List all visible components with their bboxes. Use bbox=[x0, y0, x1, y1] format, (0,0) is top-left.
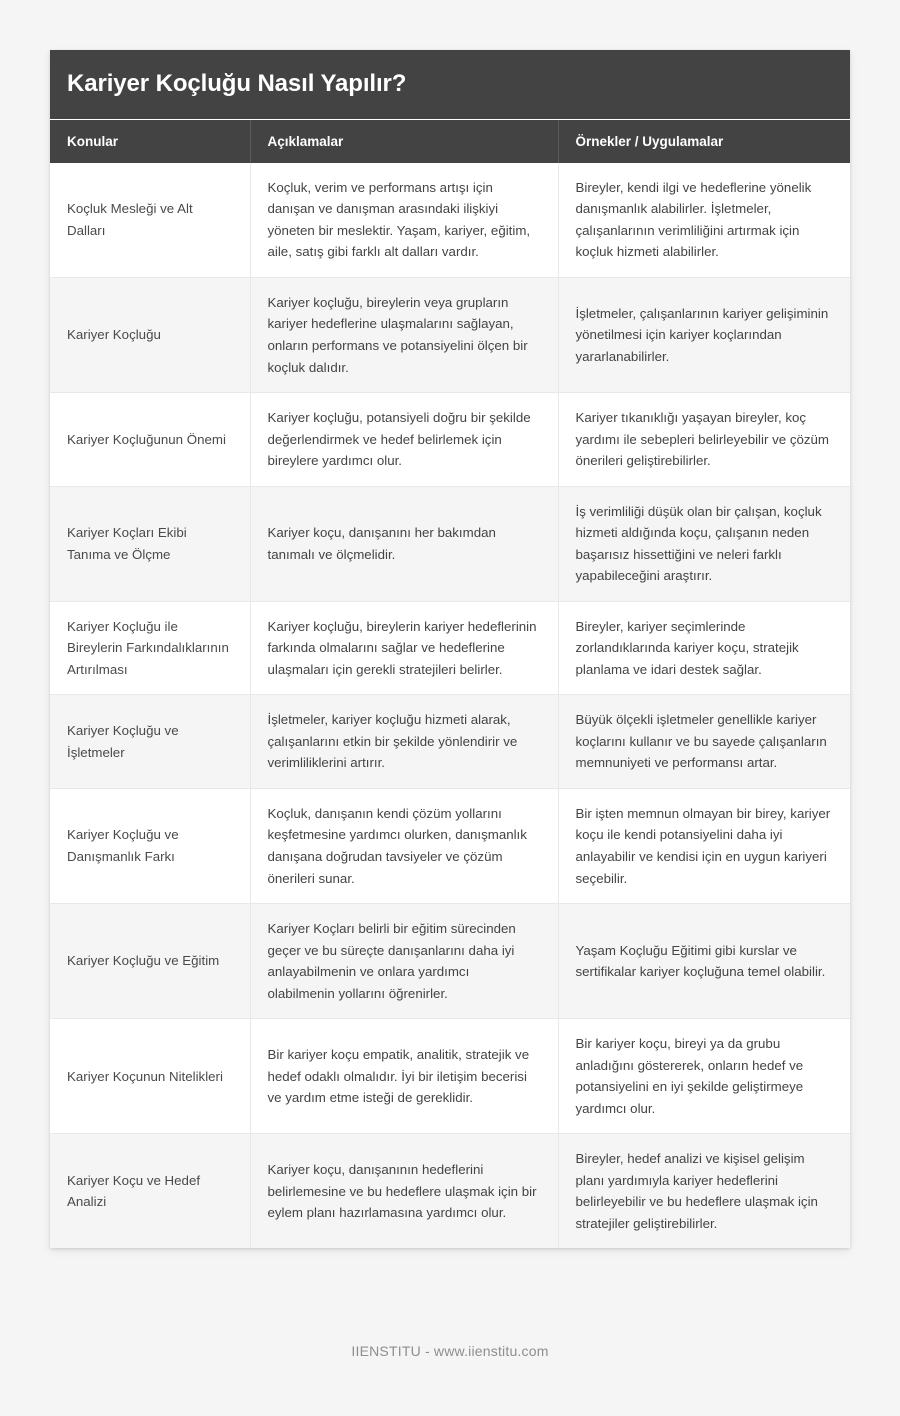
infographic-card bbox=[50, 50, 850, 1248]
cell-example: İşletmeler, çalışanlarının kariyer gelişiminin yönetilmesi için kariyer koçlarından yararlanabilirler. bbox=[558, 277, 850, 392]
cell-example: Büyük ölçekli işletmeler genellikle kariyer koçlarını kullanır ve bu sayede çalışanların memnuniyeti ve performansı artar. bbox=[558, 695, 850, 789]
table-row bbox=[50, 904, 850, 1019]
cell-topic: Kariyer Koçu ve Hedef Analizi bbox=[50, 1134, 250, 1249]
cell-topic: Kariyer Koçluğu ve İşletmeler bbox=[50, 695, 250, 789]
cell-description: Kariyer Koçları belirli bir eğitim sürecinden geçer ve bu süreçte danışanlarını daha iyi anlayabilmenin ve onlara yardımcı olabilmenin yollarını öğrenirler. bbox=[250, 904, 558, 1019]
cell-example: İş verimliliği düşük olan bir çalışan, koçluk hizmeti aldığında koçu, çalışanın neden başarısız hissettiğini ve neleri farklı yapabileceğini araştırır. bbox=[558, 486, 850, 601]
cell-example: Bireyler, kariyer seçimlerinde zorlandıklarında kariyer koçu, stratejik planlama ve idari destek sağlar. bbox=[558, 601, 850, 695]
cell-example: Yaşam Koçluğu Eğitimi gibi kurslar ve sertifikalar kariyer koçluğuna temel olabilir. bbox=[558, 904, 850, 1019]
column-header-konular: Konular bbox=[50, 119, 250, 163]
table-row bbox=[50, 486, 850, 601]
cell-example: Bireyler, hedef analizi ve kişisel gelişim planı yardımıyla kariyer hedeflerini belirleyebilir ve bu hedeflere ulaşmak için stratejiler geliştirebilirler. bbox=[558, 1134, 850, 1249]
cell-example: Kariyer tıkanıklığı yaşayan bireyler, koç yardımı ile sebepleri belirleyebilir ve çözüm önerileri geliştirebilirler. bbox=[558, 393, 850, 487]
cell-topic: Kariyer Koçluğu ve Danışmanlık Farkı bbox=[50, 788, 250, 903]
cell-description: Koçluk, verim ve performans artışı için danışan ve danışman arasındaki ilişkiyi yöneten bir meslektir. Yaşam, kariyer, eğitim, aile, satış gibi farklı alt dalları vardır. bbox=[250, 163, 558, 278]
cell-description: Kariyer koçu, danışanını her bakımdan tanımalı ve ölçmelidir. bbox=[250, 486, 558, 601]
cell-topic: Kariyer Koçları Ekibi Tanıma ve Ölçme bbox=[50, 486, 250, 601]
table-row bbox=[50, 163, 850, 278]
cell-description: Kariyer koçluğu, bireylerin veya grupların kariyer hedeflerine ulaşmalarını sağlayan, onların performans ve potansiyelini ölçen bir koçluk dalıdır. bbox=[250, 277, 558, 392]
cell-topic: Kariyer Koçluğu ile Bireylerin Farkındalıklarının Artırılması bbox=[50, 601, 250, 695]
table-row bbox=[50, 1019, 850, 1134]
footer-attribution: IIENSTITU - www.iienstitu.com bbox=[351, 1343, 549, 1359]
table-header-row bbox=[50, 119, 850, 163]
cell-description: İşletmeler, kariyer koçluğu hizmeti alarak, çalışanlarını etkin bir şekilde yönlendirir ve verimliliklerini artırır. bbox=[250, 695, 558, 789]
page-title: Kariyer Koçluğu Nasıl Yapılır? bbox=[50, 50, 850, 119]
cell-topic: Kariyer Koçluğu bbox=[50, 277, 250, 392]
column-header-aciklamalar: Açıklamalar bbox=[250, 119, 558, 163]
table-row bbox=[50, 277, 850, 392]
cell-example: Bir işten memnun olmayan bir birey, kariyer koçu ile kendi potansiyelini daha iyi anlayabilir ve kendisi için en uygun kariyeri seçebilir. bbox=[558, 788, 850, 903]
table-row bbox=[50, 601, 850, 695]
table-header bbox=[50, 119, 850, 163]
cell-topic: Koçluk Mesleği ve Alt Dalları bbox=[50, 163, 250, 278]
cell-description: Kariyer koçluğu, potansiyeli doğru bir şekilde değerlendirmek ve hedef belirlemek için bireylere yardımcı olur. bbox=[250, 393, 558, 487]
table-row bbox=[50, 788, 850, 903]
table-row bbox=[50, 695, 850, 789]
cell-topic: Kariyer Koçunun Nitelikleri bbox=[50, 1019, 250, 1134]
cell-description: Bir kariyer koçu empatik, analitik, stratejik ve hedef odaklı olmalıdır. İyi bir iletişim becerisi ve yardım etme isteği de gereklidir. bbox=[250, 1019, 558, 1134]
cell-description: Kariyer koçluğu, bireylerin kariyer hedeflerinin farkında olmalarını sağlar ve hedeflerine ulaşmaları için gerekli stratejileri belirler. bbox=[250, 601, 558, 695]
cell-topic: Kariyer Koçluğu ve Eğitim bbox=[50, 904, 250, 1019]
table-row bbox=[50, 1134, 850, 1249]
cell-example: Bireyler, kendi ilgi ve hedeflerine yönelik danışmanlık alabilirler. İşletmeler, çalışanlarının verimliliğini artırmak için koçluk hizmeti alabilirler. bbox=[558, 163, 850, 278]
column-header-ornekler: Örnekler / Uygulamalar bbox=[558, 119, 850, 163]
table-row bbox=[50, 393, 850, 487]
topics-table bbox=[50, 119, 850, 1249]
cell-topic: Kariyer Koçluğunun Önemi bbox=[50, 393, 250, 487]
cell-example: Bir kariyer koçu, bireyi ya da grubu anladığını göstererek, onların hedef ve potansiyelini en iyi şekilde geliştirmeye yardımcı olur. bbox=[558, 1019, 850, 1134]
cell-description: Koçluk, danışanın kendi çözüm yollarını keşfetmesine yardımcı olurken, danışmanlık danışana doğrudan tavsiyeler ve çözüm önerileri sunar. bbox=[250, 788, 558, 903]
table-body bbox=[50, 163, 850, 1249]
cell-description: Kariyer koçu, danışanının hedeflerini belirlemesine ve bu hedeflere ulaşmak için bir eylem planı hazırlamasına yardımcı olur. bbox=[250, 1134, 558, 1249]
